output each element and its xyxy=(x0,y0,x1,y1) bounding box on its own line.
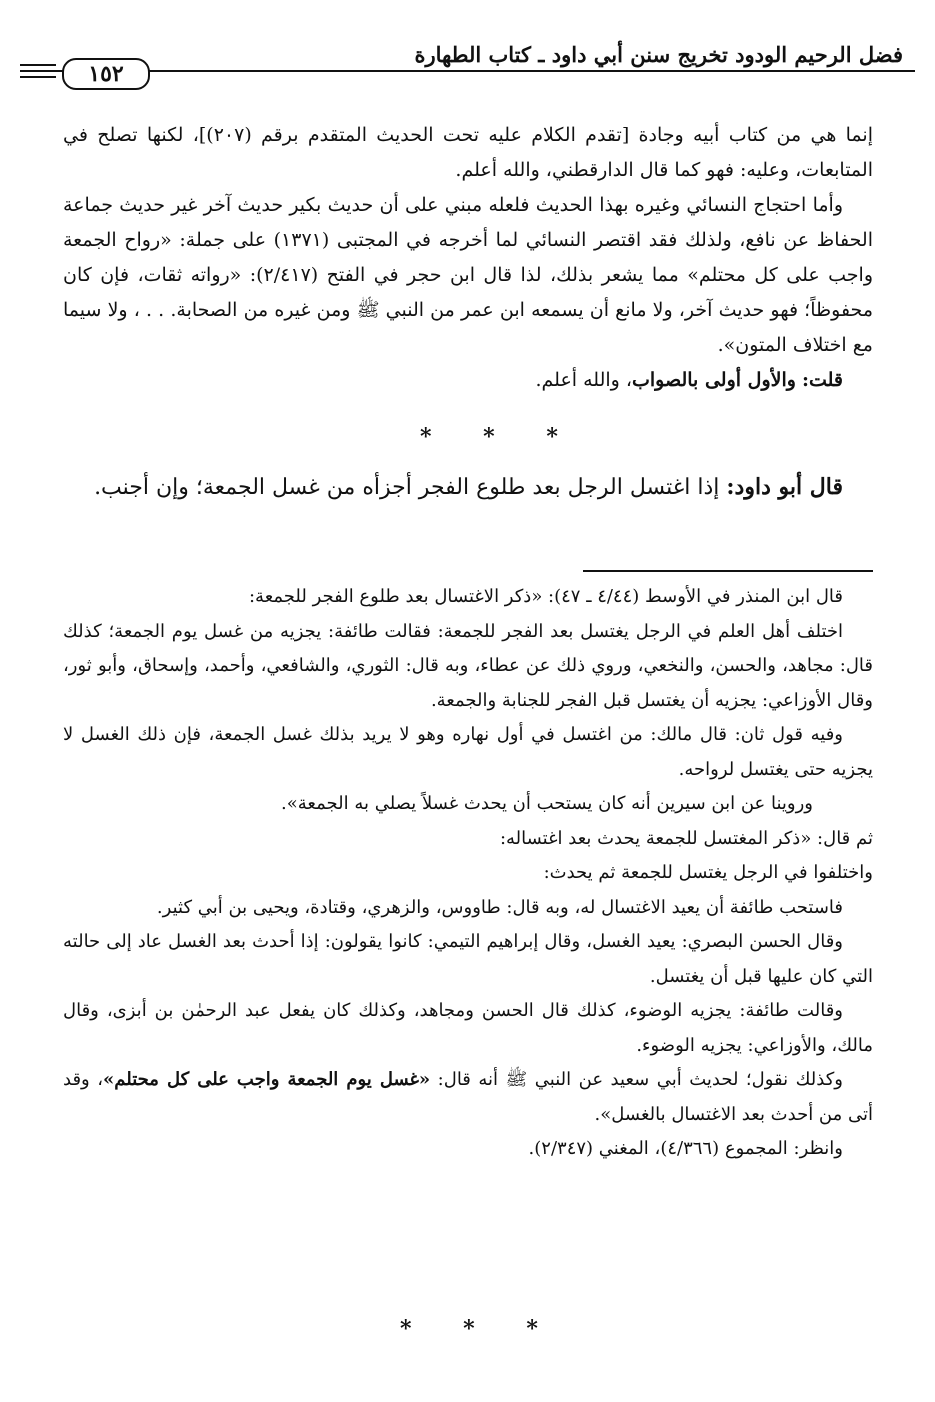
conclusion-bold: والأول أولى بالصواب xyxy=(632,369,796,391)
footnote-paragraph: ثم قال: «ذكر المغتسل للجمعة يحدث بعد اغتساله: xyxy=(499,827,873,849)
footnote-paragraph: وقالت طائفة: يجزيه الوضوء، كذلك قال الحسن ومجاهد، وكذلك كان يفعل عبد الرحمٰن بن أبزى، وقال مالك، والأوزاعي: يجزيه الوضوء. xyxy=(63,1000,873,1056)
section-divider-stars: * * * xyxy=(400,1316,560,1342)
main-text: إذا اغتسل الرجل بعد طلوع الفجر أجزأه من غسل الجمعة؛ وإن أجنب. xyxy=(94,475,720,500)
paragraph: إنما هي من كتاب أبيه وجادة [تقدم الكلام عليه تحت الحديث المتقدم برقم (٢٠٧)]، لكنها تصلح في المتابعات، وعليه: فهو كما قال الدارقطني، والله أعلم. xyxy=(63,124,873,181)
section-divider-stars: * * * xyxy=(420,424,580,450)
running-head xyxy=(20,40,915,92)
conclusion-label: قلت: xyxy=(801,369,843,391)
paragraph: وأما احتجاج النسائي وغيره بهذا الحديث فلعله مبني على أن حديث بكير حديث آخر غير حديث جماعة الحفاظ عن نافع، ولذلك فقد اقتصر النسائي لما أخرجه في المجتبى (١٣٧١) على جملة: «رواح الجمعة واجب على كل محتلم» مما يشعر بذلك، لذا قال ابن حجر في الفتح (٢/٤١٧): «رواته ثقات، فإن كان محفوظاً؛ فهو حديث آخر، ولا مانع أن يسمعه ابن عمر من النبي ﷺ ومن غيره من الصحابة. . . ، ولا سيما مع اختلاف المتون». xyxy=(63,194,873,356)
footnote-separator xyxy=(583,570,873,572)
footnote-paragraph: فاستحب طائفة أن يعيد الاغتسال له، وبه قال: طاووس، والزهري، وقتادة، ويحيى بن أبي كثير. xyxy=(156,896,843,918)
footnote-paragraph: قال ابن المنذر في الأوسط (٤/٤٤ ـ ٤٧): «ذكر الاغتسال بعد طلوع الفجر للجمعة: xyxy=(248,586,843,607)
header-title: فضل الرحيم الودود تخريج سنن أبي داود ـ كتاب الطهارة xyxy=(414,42,903,67)
conclusion xyxy=(63,363,873,398)
footnote-text: ، وقد أتى من أحدث بعد الاغتسال بالغسل». xyxy=(63,1069,873,1125)
page-number: ١٥٢ xyxy=(62,58,150,90)
main-hadith-text xyxy=(63,466,873,509)
footnote-paragraph: وقال الحسن البصري: يعيد الغسل، وقال إبراهيم التيمي: كانوا يقولون: إذا أحدث بعد الغسل عاد إلى حالته التي كان عليها قبل أن يغتسل. xyxy=(63,931,873,987)
main-label: قال أبو داود: xyxy=(726,474,843,500)
conclusion-rest: ، والله أعلم. xyxy=(535,369,632,391)
footnote-see: وانظر: المجموع (٤/٣٦٦)، المغني (٢/٣٤٧). xyxy=(528,1138,843,1159)
footnote-quote: «غسل يوم الجمعة واجب على كل محتلم» xyxy=(103,1069,431,1090)
footnote-paragraph: واختلفوا في الرجل يغتسل للجمعة ثم يحدث: xyxy=(543,862,873,883)
header-side-rule xyxy=(20,64,56,66)
header-rule xyxy=(20,70,915,72)
upper-text xyxy=(63,118,873,398)
footnote-paragraph xyxy=(63,1063,873,1132)
footnote-paragraph: وروينا عن ابن سيرين أنه كان يستحب أن يحدث غسلاً يصلي به الجمعة». xyxy=(281,793,813,814)
footnotes xyxy=(63,580,873,1167)
footnote-text: وكذلك نقول؛ لحديث أبي سعيد عن النبي ﷺ أنه قال: xyxy=(430,1069,843,1090)
footnote-paragraph: اختلف أهل العلم في الرجل يغتسل بعد الفجر للجمعة: فقالت طائفة: يجزيه من غسل يوم الجمعة؛ كذلك قال: مجاهد، والحسن، والنخعي، وروي ذلك عن عطاء، وبه قال: الثوري، والشافعي، وأحمد، وإسحاق، وأبو ثور، وقال الأوزاعي: يجزيه أن يغتسل قبل الفجر للجنابة والجمعة. xyxy=(63,620,873,711)
footnote-paragraph: وفيه قول ثان: قال مالك: من اغتسل في أول نهاره وهو لا يريد بذلك غسل الجمعة، فإن ذلك الغسل لا يجزيه حتى يغتسل لرواحه. xyxy=(63,724,873,780)
header-side-rule xyxy=(20,76,56,78)
